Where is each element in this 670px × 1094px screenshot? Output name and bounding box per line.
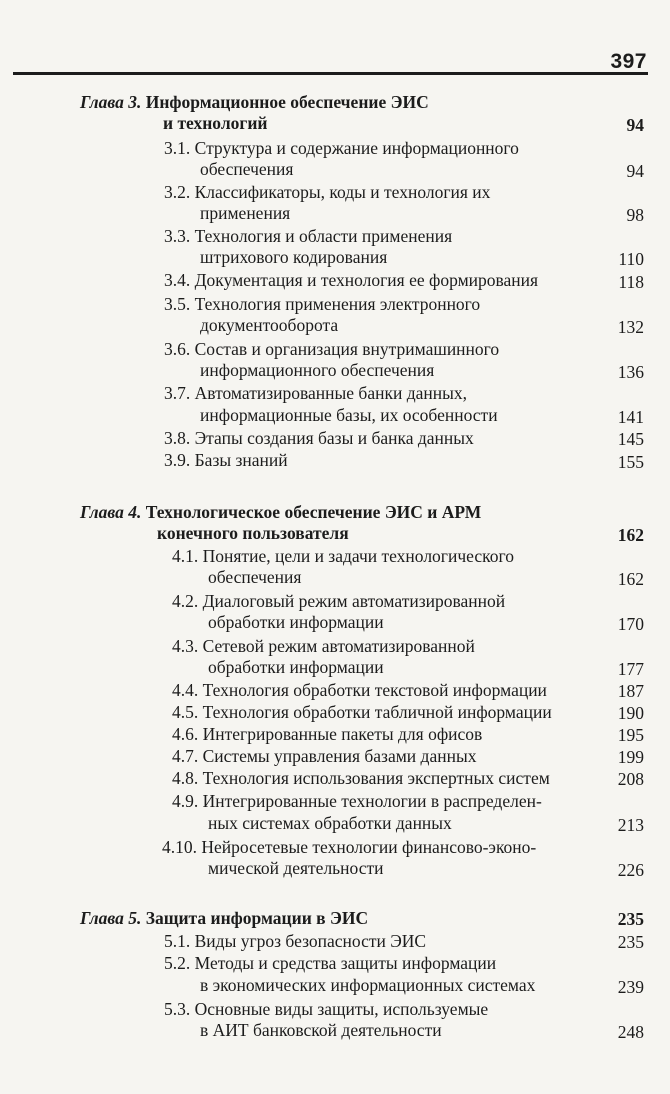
chapter-title-line: Глава 4. Технологическое обеспечение ЭИС и АРМ [80,502,482,522]
toc-entry-3-2: 3.2. Классификаторы, коды и технология их [164,182,491,202]
toc-entry-5-2: 5.2. Методы и средства защиты информации [164,953,497,973]
chapter-title-line: конечного пользователя [157,523,349,543]
toc-page: 118 [618,272,644,292]
toc-entry-line: информационные базы, их особенности [200,405,498,425]
toc-page: 187 [617,681,644,701]
toc-page: 136 [617,362,644,382]
toc-entry-4-1: 4.1. Понятие, цели и задачи технологического [172,546,514,566]
toc-entry-3-1: 3.1. Структура и содержание информационного [164,138,519,158]
toc-entry-line: обработки информации [208,657,384,677]
toc-entry-3-8: 3.8. Этапы создания базы и банка данных [164,428,474,448]
toc-entry-3-6: 3.6. Состав и организация внутримашинного [164,339,500,359]
toc-entry-4-10: 4.10. Нейросетевые технологии финансово-эконо- [162,837,537,857]
toc-page: 177 [617,659,644,679]
toc-entry-5-1: 5.1. Виды угроз безопасности ЭИС [164,931,427,951]
toc-entry-line: применения [200,203,291,223]
toc-entry-4-3: 4.3. Сетевой режим автоматизированной [172,636,475,656]
toc-entry-3-5: 3.5. Технология применения электронного [164,294,481,314]
toc-entry-line: обеспечения [200,159,294,179]
toc-entry-4-6: 4.6. Интегрированные пакеты для офисов [172,724,483,744]
toc-entry-line: ных системах обработки данных [208,813,452,833]
toc-page: 195 [617,725,644,745]
toc-page: 248 [617,1022,644,1042]
chapter-label: Глава 4. [80,502,142,522]
toc-entry-line: мической деятельности [208,858,384,878]
toc-entry-4-8: 4.8. Технология использования экспертных систем [172,768,550,788]
chapter-title-line: и технологий [163,113,268,133]
toc-entry-3-9: 3.9. Базы знаний [164,450,288,470]
chapter-label: Глава 5. [80,908,142,928]
chapter-title-line: Глава 3. Информационное обеспечение ЭИС [80,92,429,112]
toc-entry-3-7: 3.7. Автоматизированные банки данных, [164,383,467,403]
toc-page: 162 [617,569,644,589]
page-number: 397 [610,50,647,73]
toc-entry-4-4: 4.4. Технология обработки текстовой информации [172,680,547,700]
toc-entry-line: документооборота [200,315,339,335]
toc-entry-4-2: 4.2. Диалоговый режим автоматизированной [172,591,506,611]
toc-entry-5-3: 5.3. Основные виды защиты, используемые [164,999,489,1019]
toc-page: 110 [618,249,644,269]
toc-page: 199 [617,747,644,767]
toc-entry-line: штрихового кодирования [200,247,388,267]
toc-entry-3-4: 3.4. Документация и технология ее формирования [164,270,539,290]
toc-page: 98 [626,205,644,225]
toc-entry-line: обработки информации [208,612,384,632]
toc-entry-4-5: 4.5. Технология обработки табличной информации [172,702,552,722]
toc-page: 235 [617,932,644,952]
toc-entry-line: в экономических информационных системах [200,975,536,995]
toc-page: 208 [617,769,644,789]
toc-page: 141 [617,407,644,427]
chapter-page: 235 [617,909,644,929]
chapter-label: Глава 3. [80,92,142,112]
toc-page: 226 [617,860,644,880]
toc-page: 132 [617,317,644,337]
toc-entry-4-7: 4.7. Системы управления базами данных [172,746,477,766]
toc-page: 190 [617,703,644,723]
chapter-page: 162 [617,525,644,545]
toc-page: 239 [617,977,644,997]
toc-page: 155 [617,452,644,472]
chapter-title-line: Глава 5. Защита информации в ЭИС [80,908,369,928]
toc-entry-line: в АИТ банковской деятельности [200,1020,442,1040]
toc-page: 170 [617,614,644,634]
toc-page: 145 [617,429,644,449]
chapter-page: 94 [626,115,644,135]
toc-page: 94 [626,161,644,181]
header-rule [13,72,648,75]
toc-entry-line: обеспечения [208,567,302,587]
toc-entry-4-9: 4.9. Интегрированные технологии в распределен- [172,791,542,811]
toc-page: 213 [617,815,644,835]
toc-entry-3-3: 3.3. Технология и области применения [164,226,453,246]
toc-entry-line: информационного обеспечения [200,360,435,380]
